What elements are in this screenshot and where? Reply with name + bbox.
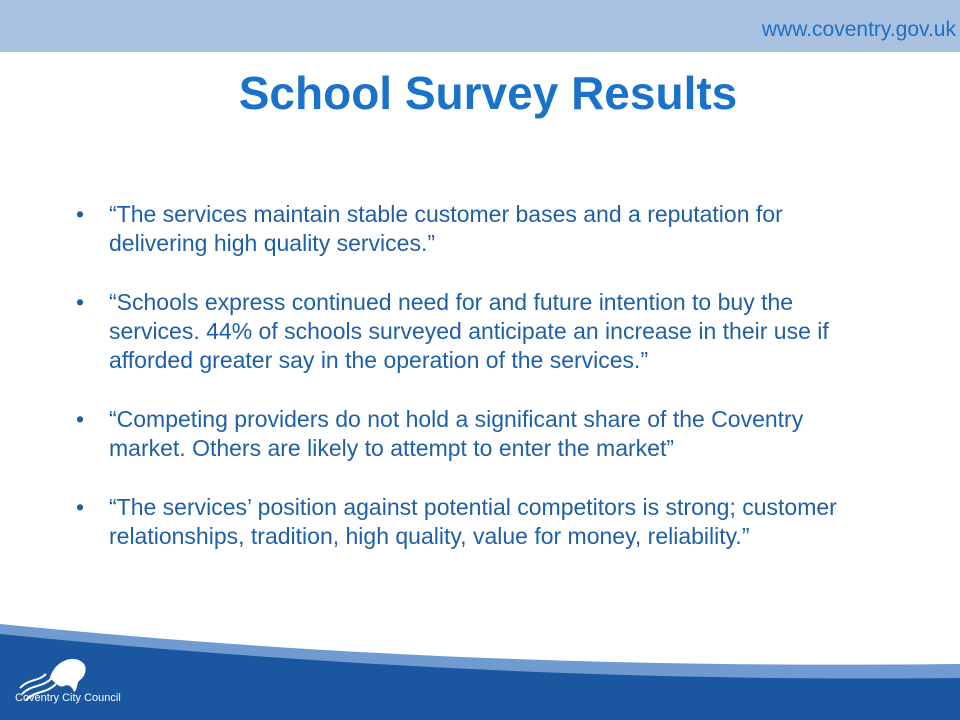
bullet-marker: • [76, 201, 85, 227]
bullet-marker: • [76, 494, 85, 520]
bullet-list [76, 200, 876, 581]
bullet-text: “Competing providers do not hold a significant share of the Coventry market. Others are likely to attempt to enter the market” [109, 406, 804, 461]
bullet-text: “Schools express continued need for and future intention to buy the services. 44% of schools surveyed anticipate an increase in their use if afforded greater say in the operation of the services.” [109, 289, 829, 373]
bullet-text: “The services maintain stable customer bases and a reputation for delivering high quality services.” [109, 201, 783, 256]
bullet-text: “The services’ position against potential competitors is strong; customer relationships, tradition, high quality, value for money, reliability.” [109, 494, 837, 549]
council-name: Coventry City Council [15, 692, 121, 704]
bullet-marker: • [76, 406, 85, 432]
list-item [76, 288, 876, 375]
header-band [0, 0, 960, 52]
list-item [76, 493, 876, 551]
elephant-castle-icon [16, 648, 156, 714]
list-item [76, 405, 876, 463]
list-item [76, 200, 876, 258]
bullet-marker: • [76, 289, 85, 315]
site-url[interactable]: www.coventry.gov.uk [761, 18, 956, 41]
page-title: School Survey Results [238, 67, 738, 119]
